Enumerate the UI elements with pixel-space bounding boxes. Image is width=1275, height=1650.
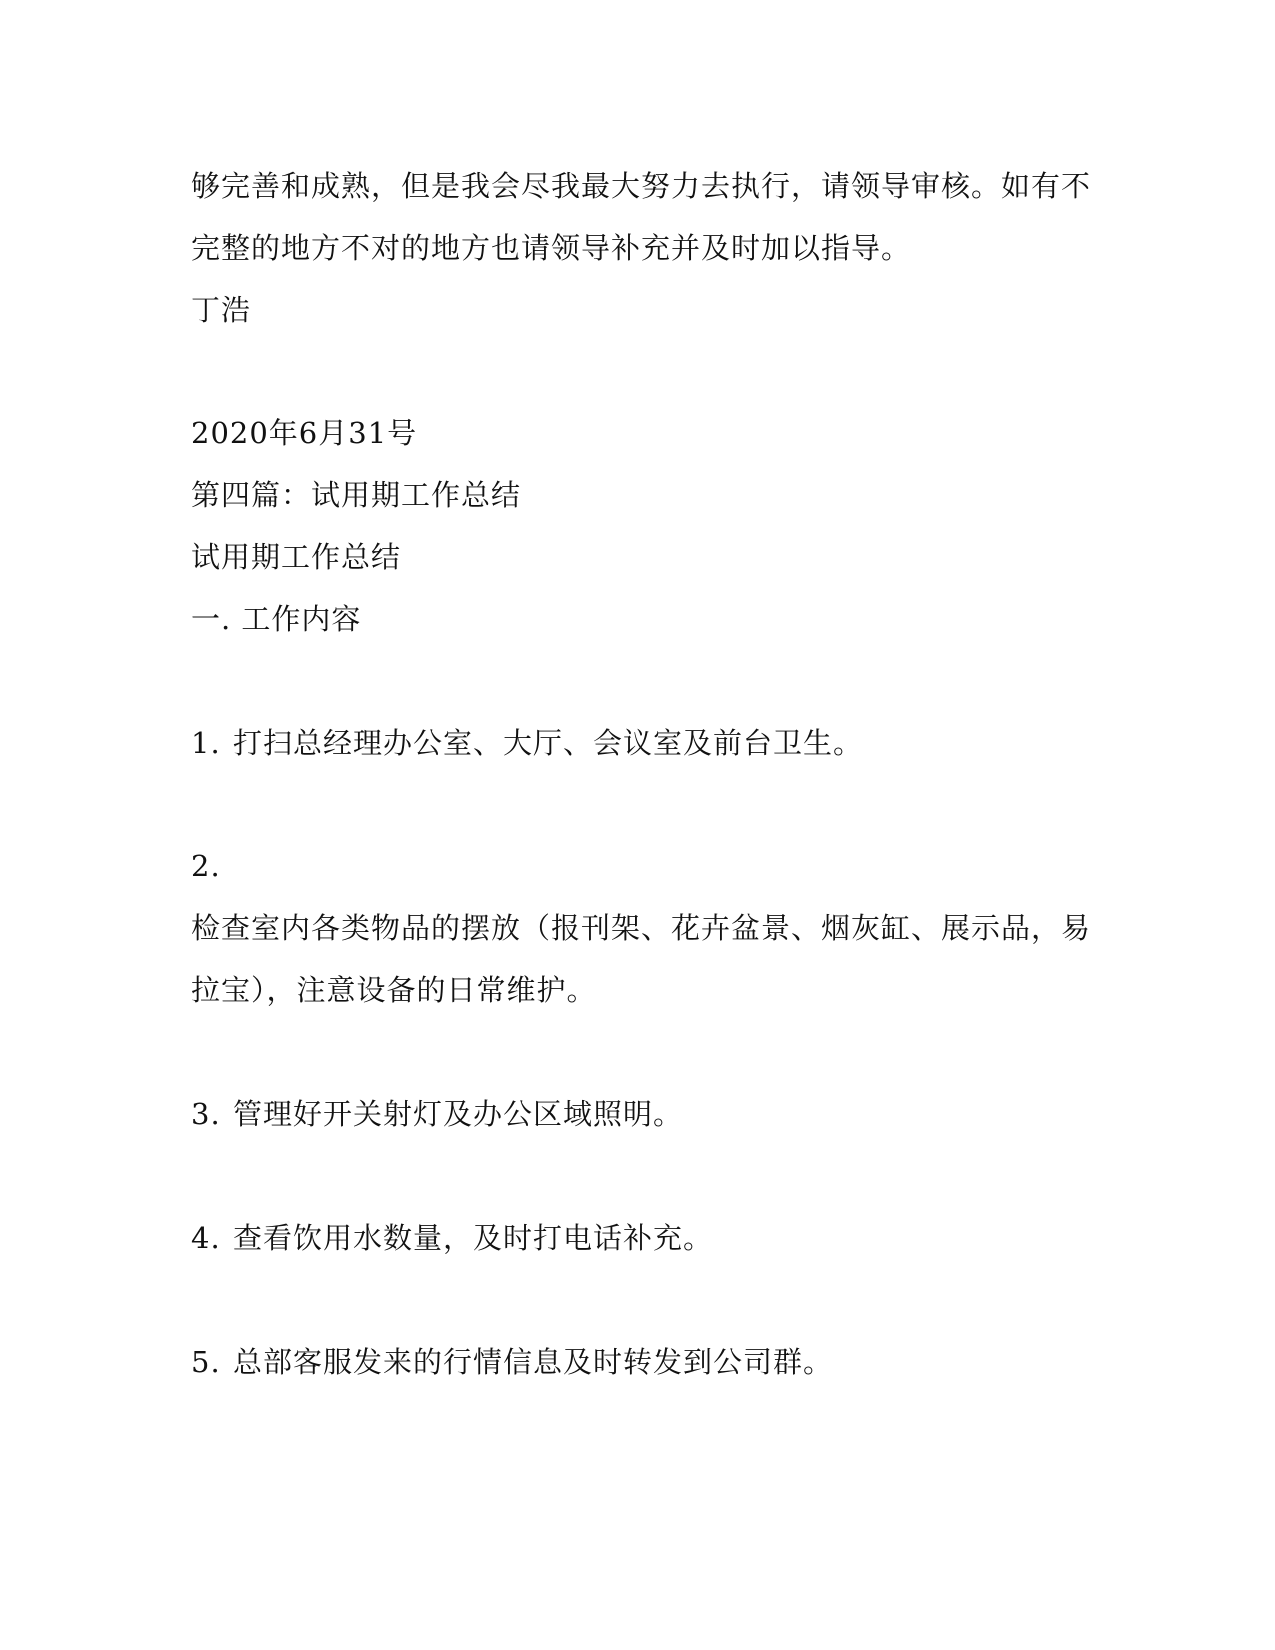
list-item — [191, 723, 1091, 763]
list-item-number: 1. — [191, 726, 221, 760]
heading-work-content: 一. 工作内容 — [191, 602, 362, 636]
list-item-number: 3. — [191, 1097, 221, 1131]
list-item-text: 拉宝），注意设备的日常维护。 — [191, 973, 597, 1007]
document-date: 2020年6月31号 — [191, 416, 418, 450]
paragraph-line: 够完善和成熟，但是我会尽我最大努力去执行，请领导审核。如有不 — [191, 169, 1092, 203]
list-item-number: 2. — [191, 849, 221, 883]
list-item — [191, 1094, 1091, 1134]
list-item — [191, 1342, 1091, 1382]
document-title: 试用期工作总结 — [191, 540, 402, 574]
list-item-text: 总部客服发来的行情信息及时转发到公司群。 — [233, 1345, 834, 1379]
author-name: 丁浩 — [191, 293, 252, 327]
section-title: 第四篇：试用期工作总结 — [191, 478, 522, 512]
list-item-number: 4. — [191, 1221, 221, 1255]
list-item-text: 查看饮用水数量，及时打电话补充。 — [233, 1221, 714, 1255]
paragraph-line: 完整的地方不对的地方也请领导补充并及时加以指导。 — [191, 231, 912, 265]
list-item-text: 打扫总经理办公室、大厅、会议室及前台卫生。 — [233, 726, 864, 760]
list-item — [191, 1218, 1091, 1258]
list-item-text: 管理好开关射灯及办公区域照明。 — [233, 1097, 684, 1131]
list-item-number: 5. — [191, 1345, 221, 1379]
list-item-text: 检查室内各类物品的摆放（报刊架、花卉盆景、烟灰缸、展示品，易 — [191, 911, 1092, 945]
